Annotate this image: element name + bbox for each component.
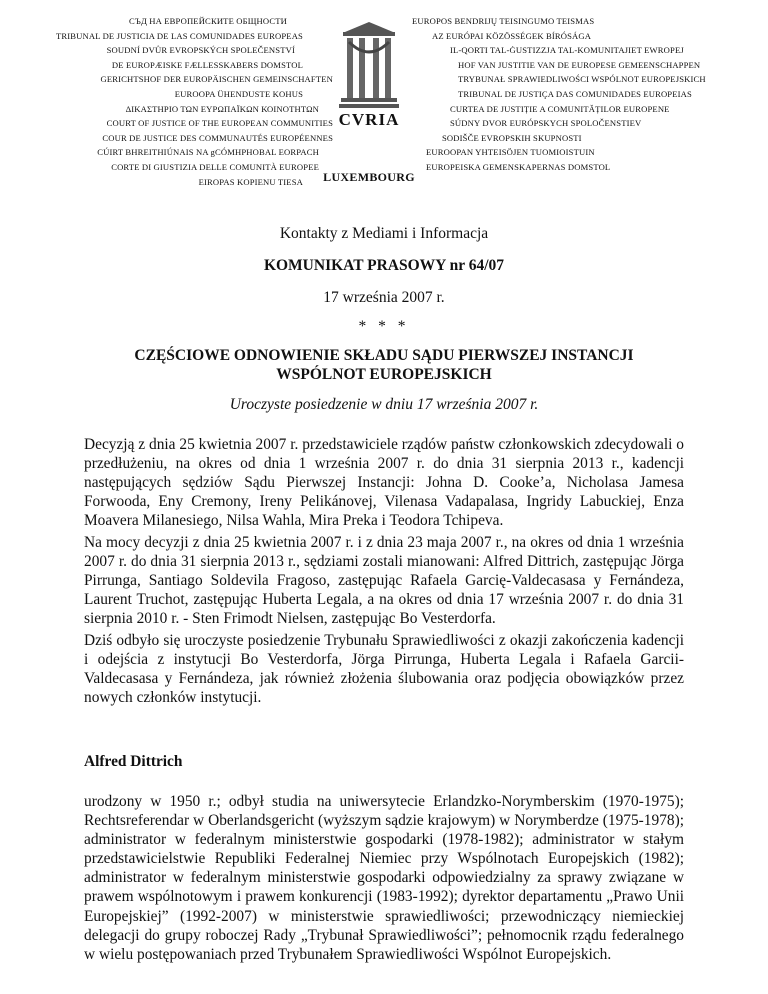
paragraph-2: Na mocy decyzji z dnia 25 kwietnia 2007 r. i z dnia 23 maja 2007 r., na okres od dnia 1 września 2007 r. do dnia 31 sierpnia 2013 r., sędziami zostali mianowani: Alfred Dittrich, zastępując Jörga Pirrunga, Santiago Soldevila Fragoso, zastępując Rafaela Garcię-Valdecasasa y Fernándeza, Laurent Truchot, zastępując Huberta Legala, a na okres od dnia 17 września 2007 r. do dnia 31 sierpnia 2010 r. - Sten Frimodt Nielsen, zastępując Bo Vesterdorfa. — [84, 534, 684, 628]
court-name-fr: COUR DE JUSTICE DES COMMUNAUTÉS EUROPÉENNES — [102, 132, 333, 143]
court-name-de: GERICHTSHOF DER EUROPÄISCHEN GEMEINSCHAFTEN — [100, 74, 333, 85]
court-name-da: DE EUROPÆISKE FÆLLESSKABERS DOMSTOL — [111, 59, 303, 70]
court-name-it: CORTE DI GIUSTIZIA DELLE COMUNITÀ EUROPEE — [111, 161, 319, 172]
release-date: 17 września 2007 r. — [323, 289, 445, 306]
court-letterhead — [0, 14, 768, 194]
court-name-ga: CÚIRT BHREITHIÚNAIS NA gCÓMHPHOBAL EORPACH — [97, 147, 319, 158]
separator: * * * — [358, 318, 410, 335]
letterhead-left-column — [56, 14, 333, 189]
court-name-es: TRIBUNAL DE JUSTICIA DE LAS COMUNIDADES EUROPEAS — [55, 30, 303, 41]
main-heading — [0, 346, 768, 384]
court-name-mt: IL-QORTI TAL-ĠUSTIZZJA TAL-KOMUNITAJIET EWROPEJ — [450, 45, 684, 56]
press-release-title: KOMUNIKAT PRASOWY nr 64/07 — [263, 257, 505, 274]
columns-emblem-icon — [339, 22, 399, 110]
court-name-nl: HOF VAN JUSTITIE VAN DE EUROPESE GEMEENSCHAPPEN — [458, 59, 701, 70]
city-name: LUXEMBOURG — [323, 170, 415, 184]
court-name-ro: CURTEA DE JUSTIȚIE A COMUNITĂȚILOR EUROPENE — [450, 103, 670, 114]
main-heading-line1: CZĘŚCIOWE ODNOWIENIE SKŁADU SĄDU PIERWSZEJ INSTANCJI — [134, 347, 634, 364]
paragraph-3: Dziś odbyło się uroczyste posiedzenie Trybunału Sprawiedliwości z okazji zakończenia kadencji i odejścia z instytucji Bo Vesterdorfa, Jörga Pirrunga, Huberta Legala i Rafaela Garcii-Valdecasasa y Fernándeza, jak również złożenia ślubowania oraz podjęcia obowiązków przez nowych członków instytucji. — [84, 632, 684, 707]
court-name-sv: EUROPEISKA GEMENSKAPERNAS DOMSTOL — [426, 161, 611, 172]
bio-text: urodzony w 1950 r.; odbył studia na uniwersytecie Erlandzko-Norymberskim (1970-1975); Rechtsreferendar w Oberlandsgericht (wyższym sądzie krajowym) w Norymberdze (1975-1978); administrator w federalnym ministerstwie gospodarki (1978-1982); administrator w stałym przedstawicielstwie Republiki Federalnej Niemiec przy Wspólnotach Europejskich (1982); administrator w federalnym ministerstwie gospodarki odpowiedzialny za sprawy związane w prawem wspólnotowym i prawem konkurencji (1983-1992); dyrektor departamentu „Prawo Unii Europejskiej” (1992-2007) w ministerstwie sprawiedliwości; przewodniczący niemieckiej delegacji do grupy roboczej Rady „Trybunał Sprawiedliwości”; pełnomocnik rządu federalnego w wielu postępowaniach przed Trybunałem Sprawiedliwości Wspólnot Europejskich. — [84, 793, 684, 963]
main-heading-line2: WSPÓLNOT EUROPEJSKICH — [276, 366, 492, 383]
court-name-pt: TRIBUNAL DE JUSTIÇA DAS COMUNIDADES EUROPEIAS — [458, 88, 692, 99]
paragraph-1: Decyzją z dnia 25 kwietnia 2007 r. przedstawiciele rządów państw członkowskich zdecydowali o przedłużeniu, na okres od dnia 1 września 2007 r. do dnia 31 sierpnia 2013 r., kadencji następujących sędziów Sądu Pierwszej Instancji: Johna D. Cooke’a, Nicholasa Jamesa Forwooda, Eny Cremony, Ireny Pelikánovej, Vilenasa Vadapalasa, Ingridy Labuckiej, Enza Moavera Milanesiego, Nilsa Wahla, Mira Preka i Teodora Tchipeva. — [84, 436, 684, 530]
court-name-hu: AZ EURÓPAI KÖZÖSSÉGEK BÍRÓSÁGA — [432, 30, 592, 41]
court-name-el: ΔΙΚΑΣΤΗΡΙΟ ΤΩΝ ΕΥΡΩΠΑΪΚΩΝ ΚΟΙΝΟΤΗΤΩΝ — [125, 103, 319, 114]
court-name-bg: СЪД НА ЕВРОПЕЙСКИТЕ ОБЩНОСТИ — [128, 16, 287, 26]
court-name-fi: EUROOPAN YHTEISÖJEN TUOMIOISTUIN — [426, 147, 595, 158]
court-name-sl: SODIŠČE EVROPSKIH SKUPNOSTI — [442, 132, 582, 143]
court-name-pl: TRYBUNAŁ SPRAWIEDLIWOŚCI WSPÓLNOT EUROPEJSKICH — [458, 74, 706, 85]
curia-text: CVRIA — [338, 110, 400, 129]
court-name-sk: SÚDNY DVOR EURÓPSKYCH SPOLOČENSTIEV — [450, 118, 642, 129]
bio-name: Alfred Dittrich — [84, 753, 183, 770]
court-name-lv: EIROPAS KOPIENU TIESA — [198, 176, 303, 187]
court-name-en: COURT OF JUSTICE OF THE EUROPEAN COMMUNITIES — [106, 118, 333, 129]
subtitle: Uroczyste posiedzenie w dniu 17 września 2007 r. — [229, 396, 539, 413]
letterhead-right-column — [412, 14, 706, 175]
court-emblem — [323, 22, 415, 186]
court-name-lt: EUROPOS BENDRIJŲ TEISINGUMO TEISMAS — [412, 16, 595, 26]
section-label: Kontakty z Mediami i Informacja — [279, 225, 489, 242]
court-name-et: EUROOPA ÜHENDUSTE KOHUS — [174, 88, 303, 99]
court-name-cs: SOUDNÍ DVŮR EVROPSKÝCH SPOLEČENSTVÍ — [106, 45, 295, 56]
